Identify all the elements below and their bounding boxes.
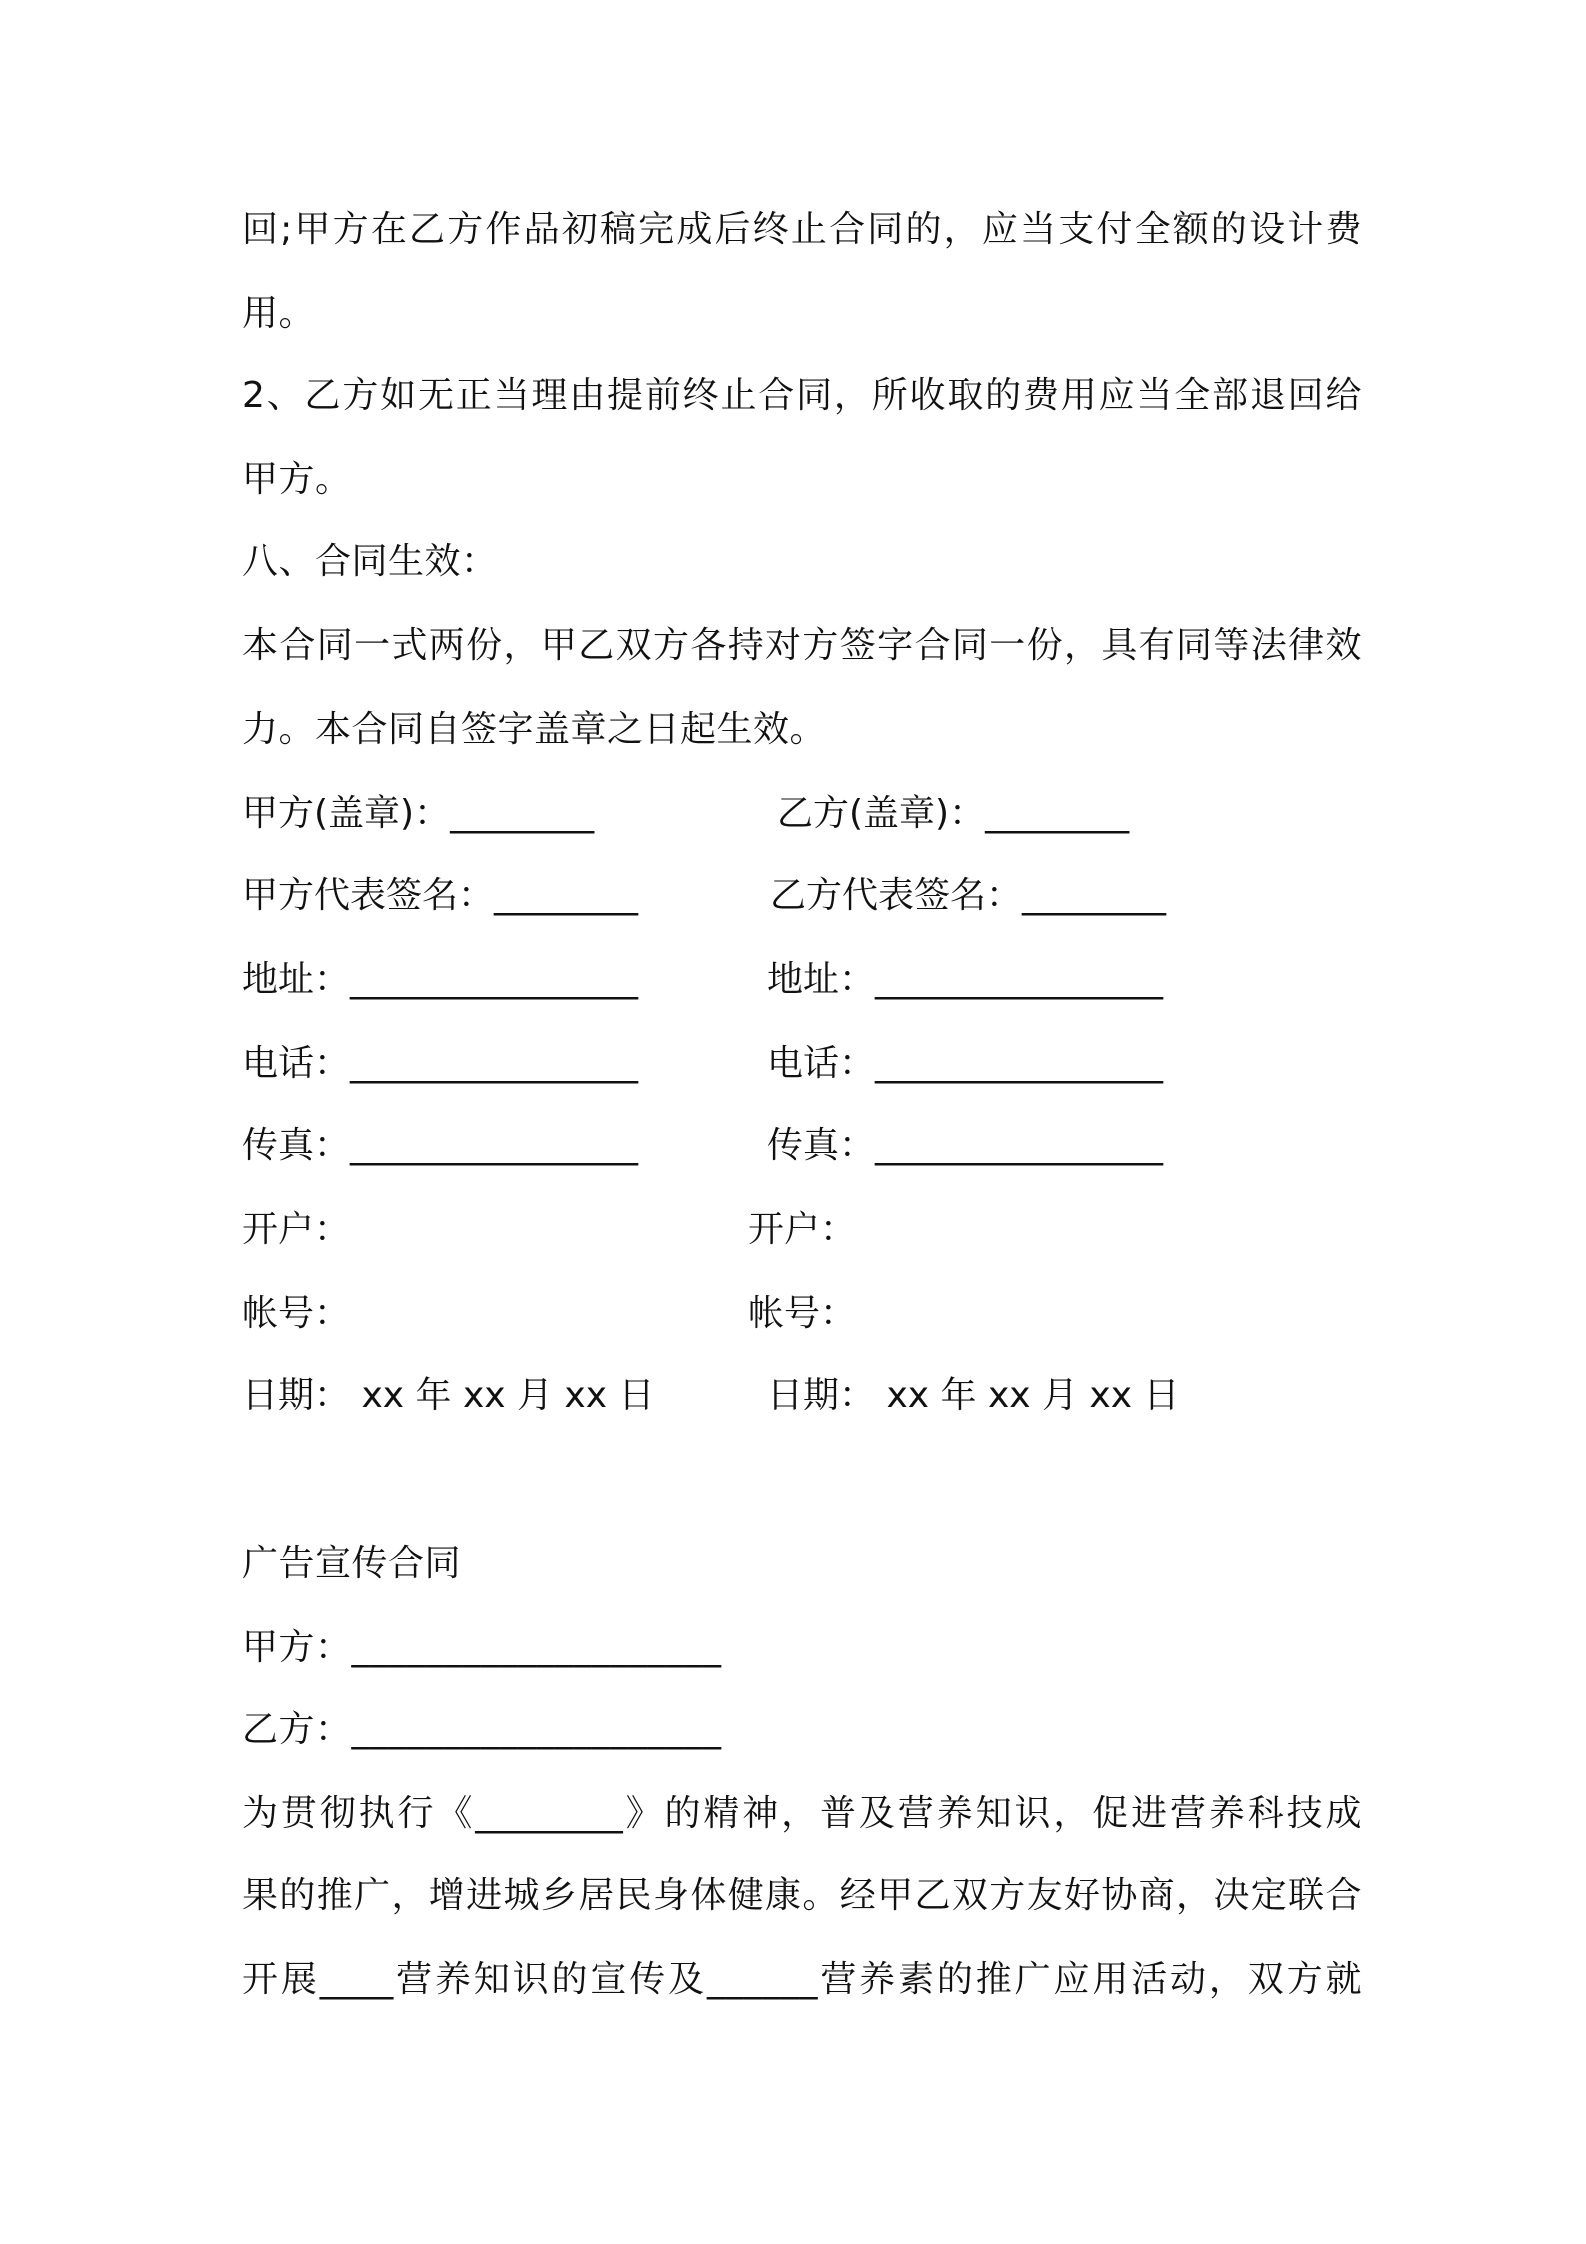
- contract-title: 广告宣传合同: [242, 1543, 462, 1584]
- signature-party-a-fax: 传真：________________: [242, 1125, 639, 1166]
- party-a-line: 甲方：____________________: [242, 1627, 722, 1668]
- paragraph-line-effectiveness: 本合同一式两份，甲乙双方各持对方签字合同一份，具有同等法律效: [242, 625, 1362, 666]
- signature-row-representative: [242, 872, 1362, 920]
- contract-body-line-2: 果的推广，增进城乡居民身体健康。经甲乙双方友好协商，决定联合: [242, 1875, 1362, 1916]
- signature-row-bank: [242, 1206, 1362, 1254]
- signature-party-a-address: 地址：________________: [242, 959, 639, 1000]
- signature-row-seal: [242, 790, 1362, 838]
- signature-row-address: [242, 956, 1362, 1004]
- signature-party-b-phone: 电话：________________: [767, 1043, 1164, 1084]
- signature-party-b-account: 帐号：: [748, 1293, 857, 1334]
- paragraph-line-termination-a-end: 用。: [242, 293, 316, 334]
- paragraph-line-termination-b-end: 甲方。: [242, 459, 352, 500]
- signature-party-a-account: 帐号：: [242, 1293, 351, 1334]
- signature-party-b-fax: 传真：________________: [767, 1125, 1164, 1166]
- signature-party-a-phone: 电话：________________: [242, 1043, 639, 1084]
- signature-party-b-date: 日期： xx 年 xx 月 xx 日: [767, 1375, 1180, 1416]
- signature-party-b-bank: 开户：: [748, 1209, 857, 1250]
- signature-row-date: [242, 1372, 1362, 1420]
- paragraph-line-effectiveness-end: 力。本合同自签字盖章之日起生效。: [242, 709, 827, 750]
- contract-body-line-1: 为贯彻执行《________》的精神，普及营养知识，促进营养科技成: [242, 1793, 1362, 1834]
- signature-party-a-date: 日期： xx 年 xx 月 xx 日: [242, 1375, 655, 1416]
- signature-party-b-representative: 乙方代表签名：________: [770, 875, 1167, 916]
- signature-party-a-representative: 甲方代表签名：________: [242, 875, 639, 916]
- paragraph-line-termination-a: 回;甲方在乙方作品初稿完成后终止合同的，应当支付全额的设计费: [242, 209, 1362, 250]
- signature-party-a-bank: 开户：: [242, 1209, 351, 1250]
- signature-party-b-address: 地址：________________: [767, 959, 1164, 1000]
- party-b-line: 乙方：____________________: [242, 1709, 722, 1750]
- signature-row-fax: [242, 1122, 1362, 1170]
- signature-party-a-seal: 甲方(盖章)：________: [242, 793, 595, 834]
- contract-body-line-3: 开展____营养知识的宣传及______营养素的推广应用活动，双方就: [242, 1959, 1362, 2000]
- signature-party-b-seal: 乙方(盖章)：________: [777, 793, 1130, 834]
- section-heading-effectiveness: 八、合同生效：: [242, 541, 498, 582]
- paragraph-line-termination-b: 2、乙方如无正当理由提前终止合同，所收取的费用应当全部退回给: [242, 375, 1362, 416]
- signature-row-phone: [242, 1040, 1362, 1088]
- signature-row-account: [242, 1290, 1362, 1338]
